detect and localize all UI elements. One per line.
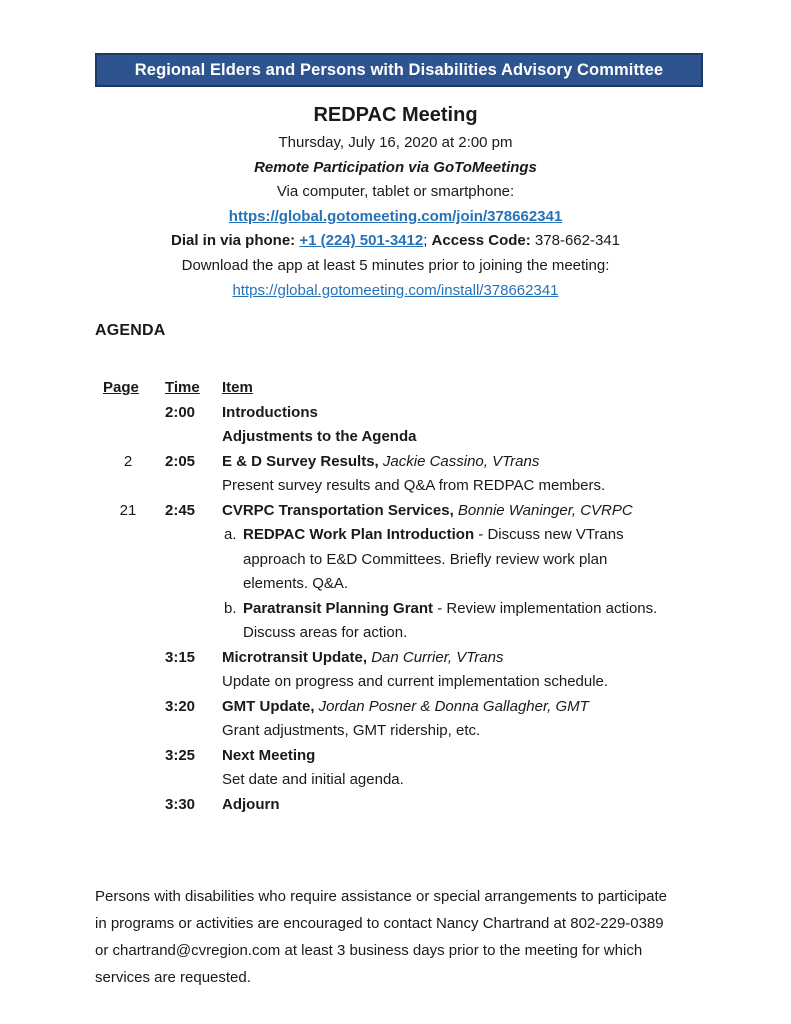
item-cell (222, 499, 708, 524)
item-text: Update on progress and current implementation schedule. (222, 673, 609, 690)
col-header-time-label: Time (165, 379, 200, 396)
agenda-row (103, 499, 708, 524)
agenda-row (103, 793, 708, 818)
agenda-header-row (103, 376, 708, 401)
item-text: Set date and initial agenda. (222, 771, 404, 788)
item-speaker: Dan Currier, VTrans (367, 648, 504, 666)
item-text: - Discuss new VTrans approach to E&D Committees. Briefly review work plan elements. Q&A. (243, 526, 624, 592)
install-app-link[interactable]: https://global.gotomeeting.com/install/378662341 (232, 281, 559, 299)
meeting-datetime: Thursday, July 16, 2020 at 2:00 pm (278, 134, 513, 151)
time-cell: 3:30 (165, 795, 196, 813)
agenda-table (103, 376, 708, 817)
item-text: Present survey results and Q&A from REDPAC members. (222, 477, 606, 494)
item-cell (222, 474, 708, 499)
item-title: CVRPC Transportation Services, (222, 501, 454, 519)
item-cell (222, 450, 708, 475)
item-cell (222, 523, 708, 597)
item-cell (222, 401, 708, 426)
subitem-content (243, 523, 663, 597)
item-cell (222, 646, 708, 671)
item-cell (222, 670, 708, 695)
item-cell (222, 695, 708, 720)
col-header-time (165, 376, 210, 401)
item-text: - Review implementation actions. Discuss areas for action. (243, 599, 658, 641)
item-cell (222, 793, 708, 818)
item-text: Grant adjustments, GMT ridership, etc. (222, 722, 481, 739)
agenda-row (103, 597, 708, 646)
item-speaker: Jackie Cassino, VTrans (378, 452, 540, 470)
item-speaker: Jordan Posner & Donna Gallagher, GMT (314, 697, 589, 715)
agenda-row (103, 670, 708, 695)
join-link-line (0, 205, 791, 230)
separator-text: ; (423, 232, 432, 250)
access-code-value: 378-662-341 (530, 232, 621, 250)
item-title: E & D Survey Results, (222, 452, 379, 470)
time-cell: 2:45 (165, 501, 196, 519)
item-cell (222, 744, 708, 769)
page-cell: 21 (119, 501, 137, 519)
item-title: REDPAC Work Plan Introduction (243, 526, 475, 543)
agenda-row (103, 450, 708, 475)
committee-banner (95, 53, 703, 87)
agenda-row (103, 695, 708, 720)
download-line: Download the app at least 5 minutes prior to joining the meeting: (181, 256, 610, 274)
item-title: Adjourn (222, 795, 280, 813)
item-title: Paratransit Planning Grant (243, 599, 434, 617)
install-link-line (0, 279, 791, 304)
subitem-content (243, 597, 663, 646)
participation-note: Remote Participation via GoToMeetings (254, 158, 537, 176)
agenda-row (103, 425, 708, 450)
phone-link[interactable]: +1 (224) 501-3412 (299, 232, 424, 250)
time-cell: 3:25 (165, 746, 196, 764)
committee-banner-title: Regional Elders and Persons with Disabilities Advisory Committee (134, 61, 664, 79)
col-header-page-label: Page (103, 379, 139, 396)
meeting-header (0, 100, 791, 303)
col-header-item-label: Item (222, 379, 253, 396)
item-title: Microtransit Update, (222, 648, 368, 666)
item-cell (222, 768, 708, 793)
access-code-label: Access Code: (431, 232, 531, 250)
agenda-row (103, 768, 708, 793)
item-title: Introductions (222, 403, 318, 421)
page-cell: 2 (123, 452, 133, 470)
item-title: Adjustments to the Agenda (222, 428, 417, 445)
agenda-row (103, 744, 708, 769)
time-cell: 2:00 (165, 403, 196, 421)
dial-in-label: Dial in via phone: (170, 232, 300, 250)
agenda-row (103, 719, 708, 744)
agenda-subitem (222, 523, 708, 597)
item-cell (222, 425, 708, 450)
item-title: Next Meeting (222, 746, 316, 764)
meeting-title: REDPAC Meeting (313, 104, 478, 126)
agenda-row (103, 474, 708, 499)
subitem-marker: b. (224, 599, 237, 617)
agenda-row (103, 401, 708, 426)
dial-in-line (0, 229, 791, 254)
via-line: Via computer, tablet or smartphone: (276, 183, 515, 201)
time-cell: 2:05 (165, 452, 196, 470)
agenda-heading: AGENDA (95, 322, 166, 339)
agenda-subitem (222, 597, 708, 646)
item-cell (222, 597, 708, 646)
item-speaker: Bonnie Waninger, CVRPC (453, 501, 633, 519)
item-cell (222, 719, 708, 744)
col-header-page (103, 376, 153, 401)
item-title: GMT Update, (222, 697, 315, 715)
agenda-row (103, 646, 708, 671)
col-header-item (222, 376, 708, 401)
time-cell: 3:20 (165, 697, 196, 715)
join-meeting-link[interactable]: https://global.gotomeeting.com/join/378662341 (228, 207, 563, 225)
agenda-row (103, 523, 708, 597)
accessibility-notice: Persons with disabilities who require assistance or special arrangements to participate in programs or activities are encouraged to contact Nancy Chartrand at 802-229-0389 or chartrand@cvregion.com at least 3 business days prior to the meeting for which services are requested. (95, 888, 667, 986)
time-cell: 3:15 (165, 648, 196, 666)
subitem-marker: a. (224, 526, 237, 543)
